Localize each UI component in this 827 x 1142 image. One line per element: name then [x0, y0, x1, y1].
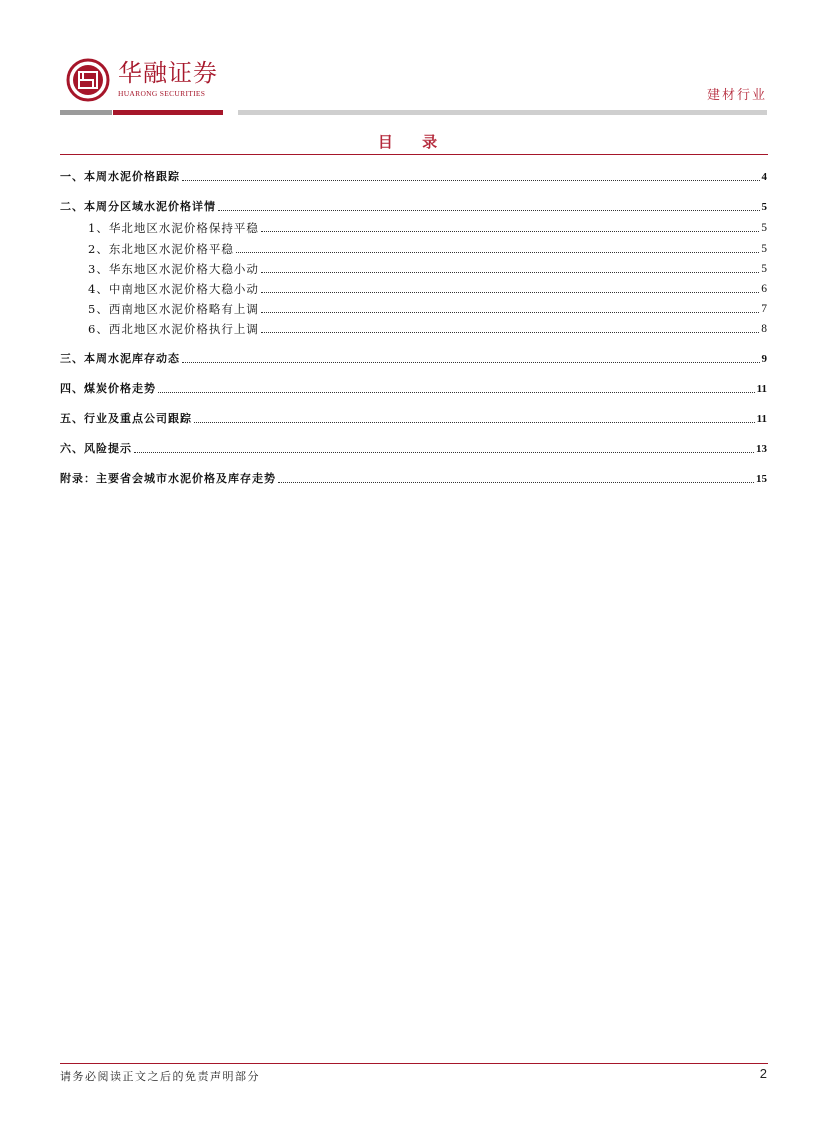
header-band-light [238, 110, 767, 115]
toc-entry-label: 1、华北地区水泥价格保持平稳 [88, 221, 259, 235]
toc-subentry[interactable] [88, 280, 767, 298]
toc-entry-page: 9 [761, 353, 767, 365]
toc-entry[interactable] [60, 470, 767, 488]
toc-entry-label: 5、西南地区水泥价格略有上调 [88, 302, 259, 316]
toc-subentry[interactable] [88, 260, 767, 278]
toc-leader-dots [236, 252, 759, 253]
toc-leader-dots [134, 452, 754, 453]
footer-disclaimer: 请务必阅读正文之后的免责声明部分 [60, 1070, 260, 1083]
toc-entry-label: 3、华东地区水泥价格大稳小动 [88, 262, 259, 276]
huarong-logo-icon [66, 58, 110, 102]
toc-entry-label: 三、本周水泥库存动态 [60, 352, 180, 365]
company-logo [66, 58, 226, 104]
toc-entry-page: 11 [756, 383, 767, 395]
toc-entry[interactable] [60, 350, 767, 368]
toc-entry-label: 一、本周水泥价格跟踪 [60, 170, 180, 183]
toc-subentry[interactable] [88, 219, 767, 237]
page-header [0, 0, 827, 120]
toc-entry-label: 四、煤炭价格走势 [60, 382, 156, 395]
toc-leader-dots [182, 180, 760, 181]
toc-entry-page: 5 [761, 222, 767, 234]
toc-leader-dots [278, 482, 754, 483]
toc-entry-page: 8 [761, 323, 767, 335]
toc-entry[interactable] [60, 410, 767, 428]
header-band-gray [60, 110, 112, 115]
toc-entry-label: 4、中南地区水泥价格大稳小动 [88, 282, 259, 296]
footer-divider [60, 1063, 768, 1064]
toc-entry-label: 五、行业及重点公司跟踪 [60, 412, 192, 425]
logo-english-name: HUARONG SECURITIES [118, 89, 206, 98]
toc-leader-dots [194, 422, 755, 423]
toc-entry[interactable] [60, 198, 767, 216]
toc-subentry[interactable] [88, 240, 767, 258]
toc-leader-dots [261, 332, 759, 333]
toc-subentry[interactable] [88, 320, 767, 338]
toc-entry-page: 5 [761, 201, 767, 213]
toc-entry-page: 15 [756, 473, 767, 485]
toc-entry-page: 4 [761, 171, 767, 183]
industry-label: 建材行业 [706, 88, 767, 103]
logo-chinese-name: 华融证券 [118, 59, 218, 87]
toc-entry-label: 二、本周分区域水泥价格详情 [60, 200, 216, 213]
toc-leader-dots [182, 362, 760, 363]
toc-entry-label: 附录：主要省会城市水泥价格及库存走势 [60, 472, 276, 485]
toc-entry[interactable] [60, 380, 767, 398]
toc-entry-page: 6 [761, 283, 767, 295]
toc-leader-dots [261, 272, 759, 273]
toc-entry[interactable] [60, 440, 767, 458]
toc-divider [60, 154, 768, 155]
toc-leader-dots [261, 312, 759, 313]
toc-leader-dots [261, 292, 759, 293]
toc-entry-page: 5 [761, 263, 767, 275]
toc-leader-dots [261, 231, 759, 232]
toc-leader-dots [218, 210, 760, 211]
toc-entry[interactable] [60, 168, 767, 186]
toc-entry-label: 6、西北地区水泥价格执行上调 [88, 322, 259, 336]
page-number: 2 [759, 1066, 767, 1081]
toc-leader-dots [158, 392, 755, 393]
toc-entry-label: 六、风险提示 [60, 442, 132, 455]
toc-entry-page: 11 [756, 413, 767, 425]
header-band-red [113, 110, 223, 115]
toc-entry-page: 13 [756, 443, 767, 455]
toc-title: 目 录 [377, 133, 450, 151]
toc-entry-page: 5 [761, 243, 767, 255]
toc-entry-page: 7 [761, 303, 767, 315]
toc-subentry[interactable] [88, 300, 767, 318]
toc-entry-label: 2、东北地区水泥价格平稳 [88, 242, 234, 256]
